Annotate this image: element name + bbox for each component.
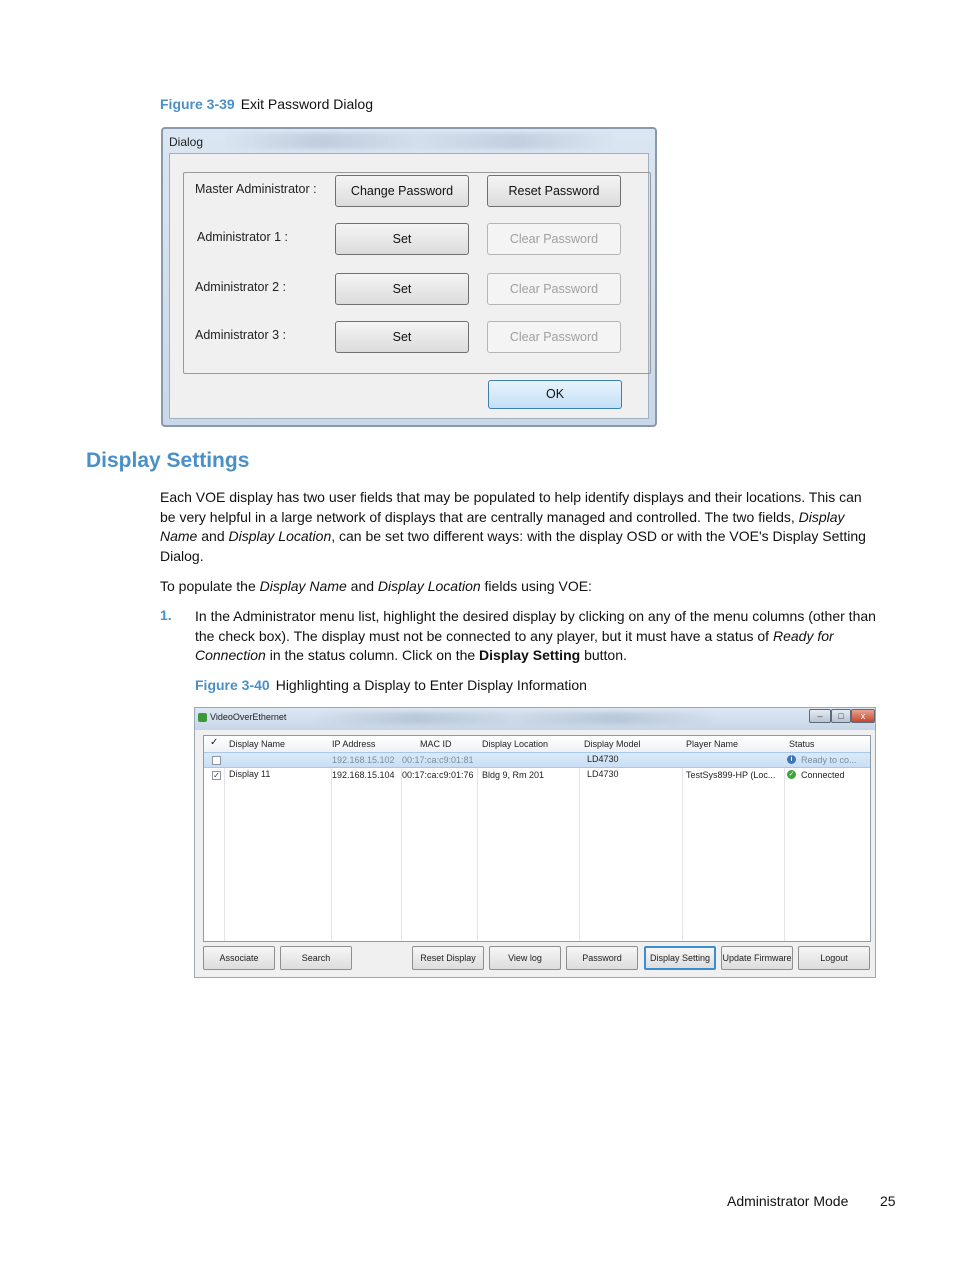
figure-40-number: Figure 3-40 bbox=[195, 677, 270, 693]
figure-39-title: Exit Password Dialog bbox=[240, 96, 373, 112]
col-header-mac-id[interactable]: MAC ID bbox=[420, 739, 452, 749]
admin-1-label: Administrator 1 : bbox=[197, 230, 289, 244]
footer-section-name: Administrator Mode bbox=[727, 1193, 849, 1209]
populate-text-a: To populate the bbox=[160, 578, 260, 594]
ok-button[interactable]: OK bbox=[488, 380, 622, 409]
intro-text-b: , can be set two different ways: with the display OSD or with the VOE's Display Setting Dialog. bbox=[160, 528, 866, 564]
associate-button[interactable]: Associate bbox=[203, 946, 275, 970]
figure-39-number: Figure 3-39 bbox=[160, 96, 235, 112]
admin-1-clear-password-button[interactable]: Clear Password bbox=[487, 223, 621, 255]
table-header bbox=[204, 736, 870, 753]
step-1-number: 1. bbox=[160, 607, 172, 623]
dialog-body bbox=[169, 153, 649, 419]
populate-text-b: fields using VOE: bbox=[480, 578, 592, 594]
step-1-text-b: in the status column. Click on the bbox=[265, 647, 480, 663]
minimize-icon: – bbox=[817, 711, 823, 721]
admin-2-set-button[interactable]: Set bbox=[335, 273, 469, 305]
reset-display-button[interactable]: Reset Display bbox=[412, 946, 484, 970]
intro-text-a: Each VOE display has two user fields that may be populated to help identify displays and their locations. This can be very helpful in a large network of displays that are centrally managed and controlled. The two fields, bbox=[160, 489, 862, 525]
row-2-status: Connected bbox=[801, 770, 845, 780]
check-status-icon: ✓ bbox=[788, 771, 795, 778]
display-setting-term: Display Setting bbox=[479, 647, 581, 663]
password-button[interactable]: Password bbox=[566, 946, 638, 970]
display-list-table[interactable] bbox=[203, 735, 871, 942]
display-name-term: Display Name bbox=[160, 508, 845, 544]
voe-titlebar bbox=[195, 708, 875, 730]
step-1-text-c: button. bbox=[580, 647, 627, 663]
change-password-button[interactable]: Change Password bbox=[335, 175, 469, 207]
dialog-titlebar-background bbox=[223, 133, 615, 149]
row-2-mac: 00:17:ca:c9:01:76 bbox=[402, 770, 474, 780]
admin-1-set-button[interactable]: Set bbox=[335, 223, 469, 255]
info-status-icon: i bbox=[787, 755, 796, 764]
row-2-location: Bldg 9, Rm 201 bbox=[482, 770, 545, 780]
section-heading: Display Settings bbox=[86, 449, 250, 472]
col-header-player-name[interactable]: Player Name bbox=[686, 739, 739, 749]
row-1-mac: 00:17:ca:c9:01:81 bbox=[402, 755, 474, 765]
col-header-display-name[interactable]: Display Name bbox=[229, 739, 286, 749]
col-header-status[interactable]: Status bbox=[789, 739, 815, 749]
voe-window-title: VideoOverEthernet bbox=[210, 712, 287, 722]
row-2-checkbox[interactable]: ✓ bbox=[213, 771, 220, 780]
display-name-term-2: Display Name bbox=[259, 578, 347, 594]
row-1-status: Ready to co... bbox=[801, 755, 857, 765]
admin-3-set-button[interactable]: Set bbox=[335, 321, 469, 353]
figure-39-caption bbox=[160, 96, 373, 112]
maximize-button[interactable] bbox=[831, 709, 851, 723]
col-header-display-model[interactable]: Display Model bbox=[584, 739, 641, 749]
view-log-button[interactable]: View log bbox=[489, 946, 561, 970]
footer-page-number: 25 bbox=[880, 1193, 896, 1209]
intro-paragraph bbox=[160, 488, 880, 566]
row-2-ip: 192.168.15.104 bbox=[332, 770, 395, 780]
minimize-button[interactable] bbox=[809, 709, 831, 723]
col-header-ip-address[interactable]: IP Address bbox=[332, 739, 376, 749]
admin-group-box bbox=[183, 172, 651, 374]
voe-titlebar-background bbox=[315, 712, 715, 724]
populate-paragraph bbox=[160, 577, 880, 597]
voe-window bbox=[194, 707, 876, 978]
table-row-selected[interactable] bbox=[204, 752, 870, 768]
and-text: and bbox=[197, 528, 229, 544]
app-icon bbox=[198, 713, 207, 722]
admin-2-label: Administrator 2 : bbox=[195, 280, 287, 294]
and-text-2: and bbox=[346, 578, 378, 594]
col-header-check[interactable]: ✓ bbox=[210, 737, 219, 748]
row-2-model: LD4730 bbox=[587, 769, 619, 779]
display-setting-button[interactable]: Display Setting bbox=[644, 946, 716, 970]
close-button[interactable] bbox=[851, 709, 875, 723]
exit-password-dialog bbox=[161, 127, 657, 427]
dialog-title: Dialog bbox=[169, 135, 204, 149]
row-1-ip: 192.168.15.102 bbox=[332, 755, 395, 765]
row-1-model: LD4730 bbox=[587, 754, 619, 764]
admin-3-clear-password-button[interactable]: Clear Password bbox=[487, 321, 621, 353]
step-1-text-a: In the Administrator menu list, highlight the desired display by clicking on any of the menu columns (other than the check box). The display must not be connected to any player, but it must have a status of bbox=[195, 608, 876, 644]
col-header-display-location[interactable]: Display Location bbox=[482, 739, 549, 749]
display-location-term: Display Location bbox=[228, 528, 332, 544]
row-2-player: TestSys899-HP (Loc... bbox=[686, 770, 776, 780]
step-1-text bbox=[195, 607, 880, 666]
maximize-icon: □ bbox=[838, 711, 844, 721]
ready-for-connection-term: Ready for Connection bbox=[195, 627, 834, 663]
update-firmware-button[interactable]: Update Firmware bbox=[721, 946, 793, 970]
row-2-display-name: Display 11 bbox=[229, 769, 271, 779]
close-icon: x bbox=[860, 711, 866, 721]
admin-3-label: Administrator 3 : bbox=[195, 328, 287, 342]
figure-40-title: Highlighting a Display to Enter Display Information bbox=[275, 677, 587, 693]
logout-button[interactable]: Logout bbox=[798, 946, 870, 970]
admin-2-clear-password-button[interactable]: Clear Password bbox=[487, 273, 621, 305]
search-button[interactable]: Search bbox=[280, 946, 352, 970]
row-1-checkbox[interactable] bbox=[212, 756, 221, 765]
master-admin-label: Master Administrator : bbox=[195, 182, 317, 196]
figure-40-caption bbox=[195, 677, 587, 693]
display-location-term-2: Display Location bbox=[377, 578, 481, 594]
reset-password-button[interactable]: Reset Password bbox=[487, 175, 621, 207]
